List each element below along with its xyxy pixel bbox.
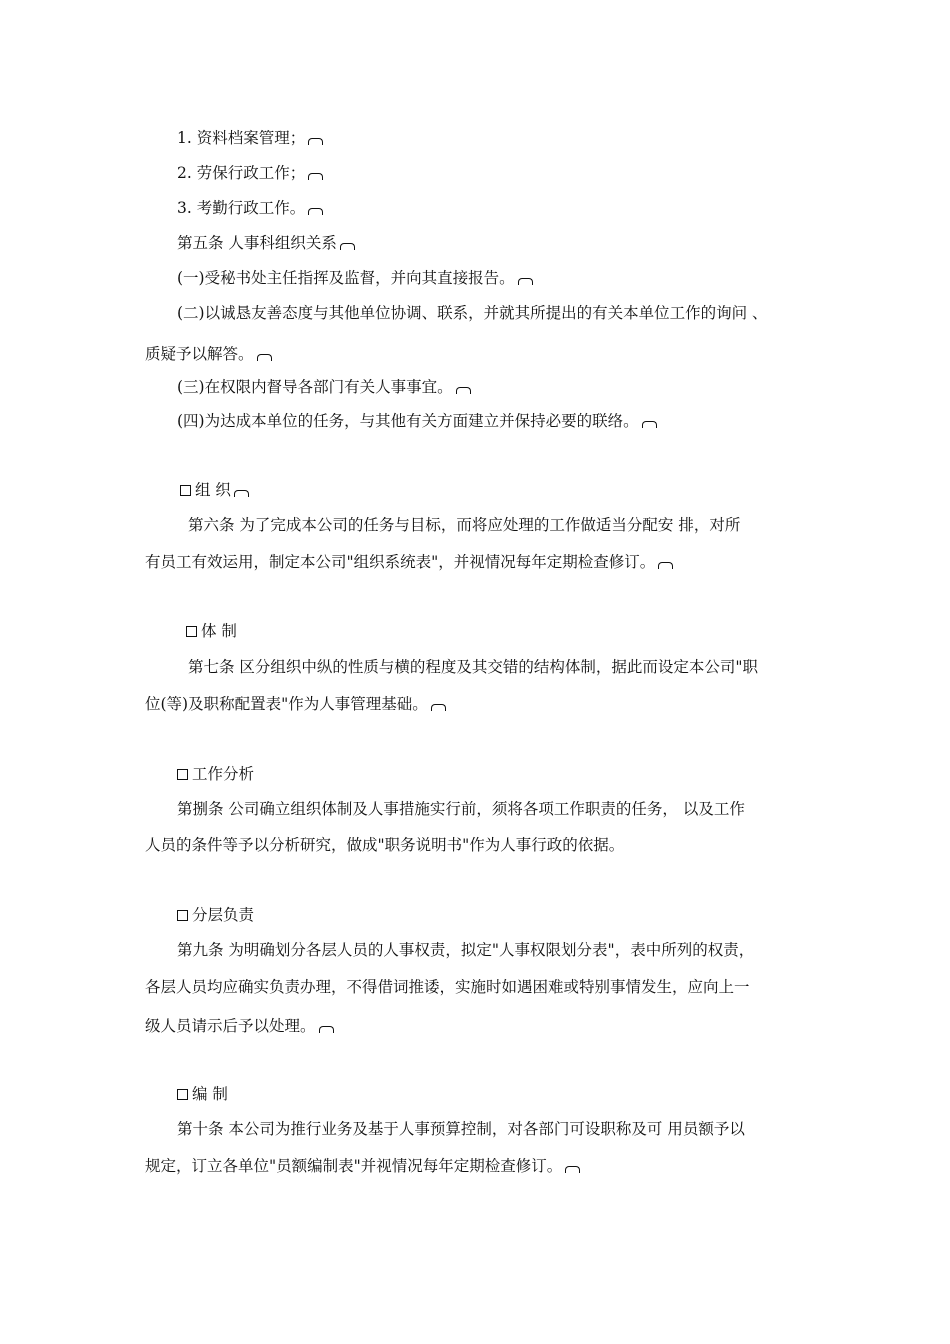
article-5-clause-2 [177,303,768,323]
article-8-line-1 [177,799,745,819]
article-7-line-2 [145,694,446,714]
paragraph-mark-icon [565,1166,580,1173]
section-heading-text: 工作分析 [192,765,255,783]
paragraph-mark-icon [642,421,657,428]
section-heading-text: 分层负责 [192,906,255,924]
clause-text: (三)在权限内督导各部门有关人事事宜。 [177,378,453,396]
paragraph-mark-icon [658,562,673,569]
list-item [177,198,323,218]
article-text: 有员工有效运用，制定本公司"组织系统表"，并视情况每年定期检查修订。 [145,553,656,571]
paragraph-mark-icon [319,1026,334,1033]
section-heading-text: 体 制 [201,622,237,640]
section-heading-text: 编 制 [192,1085,228,1103]
list-item [177,128,323,148]
paragraph-mark-icon [308,173,323,180]
article-5-title-text: 第五条 人事科组织关系 [177,234,337,252]
clause-text: (四)为达成本单位的任务，与其他有关方面建立并保持必要的联络。 [177,412,639,430]
article-text: 第十条 本公司为推行业务及基于人事预算控制，对各部门可设职称及可 用员额予以 [177,1120,745,1138]
list-item-text: 2. 劳保行政工作； [177,164,306,182]
section-heading-layered-responsibility [177,905,254,925]
article-text: 人员的条件等予以分析研究，做成"职务说明书"作为人事行政的依据。 [145,836,625,854]
section-heading-system [186,621,237,641]
article-5-clause-3 [177,377,471,397]
article-text: 第七条 区分组织中纵的性质与横的程度及其交错的结构体制，据此而设定本公司"职 [188,658,759,676]
section-heading-organization [180,480,249,500]
article-text: 规定，订立各单位"员额编制表"并视情况每年定期检查修订。 [145,1157,563,1175]
checkbox-square-icon [177,1089,188,1100]
article-text: 第捌条 公司确立组织体制及人事措施实行前，须将各项工作职责的任务， 以及工作 [177,800,745,818]
article-text: 各层人员均应确实负责办理，不得借词推诿，实施时如遇困难或特别事情发生，应向上一 [145,978,750,996]
article-5-clause-4 [177,411,657,431]
article-8-line-2 [145,835,624,855]
article-5-clause-2-cont [145,344,272,364]
clause-text: (二)以诚恳友善态度与其他单位协调、联系，并就其所提出的有关本单位工作的询问 、 [177,304,768,322]
article-10-line-1 [177,1119,745,1139]
section-heading-job-analysis [177,764,254,784]
article-text: 位(等)及职称配置表"作为人事管理基础。 [145,695,428,713]
checkbox-square-icon [177,769,188,780]
paragraph-mark-icon [257,354,272,361]
checkbox-square-icon [177,910,188,921]
article-text: 第九条 为明确划分各层人员的人事权责，拟定"人事权限划分表"，表中所列的权责， [177,941,755,959]
paragraph-mark-icon [308,208,323,215]
paragraph-mark-icon [340,243,355,250]
checkbox-square-icon [186,626,197,637]
article-5-title [177,233,355,253]
clause-text: (一)受秘书处主任指挥及监督，并向其直接报告。 [177,269,515,287]
article-9-line-1 [177,940,754,960]
article-5-clause-1 [177,268,533,288]
article-7-line-1 [188,657,758,677]
article-6-line-1 [188,515,740,535]
article-9-line-2 [145,977,750,997]
list-item [177,163,323,183]
list-item-text: 3. 考勤行政工作。 [177,199,306,217]
paragraph-mark-icon [308,138,323,145]
paragraph-mark-icon [431,704,446,711]
article-9-line-3 [145,1016,334,1036]
paragraph-mark-icon [234,490,249,497]
list-item-text: 1. 资料档案管理； [177,129,306,147]
clause-text: 质疑予以解答。 [145,345,254,363]
paragraph-mark-icon [518,278,533,285]
article-10-line-2 [145,1156,580,1176]
section-heading-text: 组 织 [195,481,231,499]
section-heading-staffing [177,1084,228,1104]
paragraph-mark-icon [456,387,471,394]
checkbox-square-icon [180,485,191,496]
article-text: 级人员请示后予以处理。 [145,1017,316,1035]
article-6-line-2 [145,552,673,572]
article-text: 第六条 为了完成本公司的任务与目标，而将应处理的工作做适当分配安 排，对所 [188,516,741,534]
